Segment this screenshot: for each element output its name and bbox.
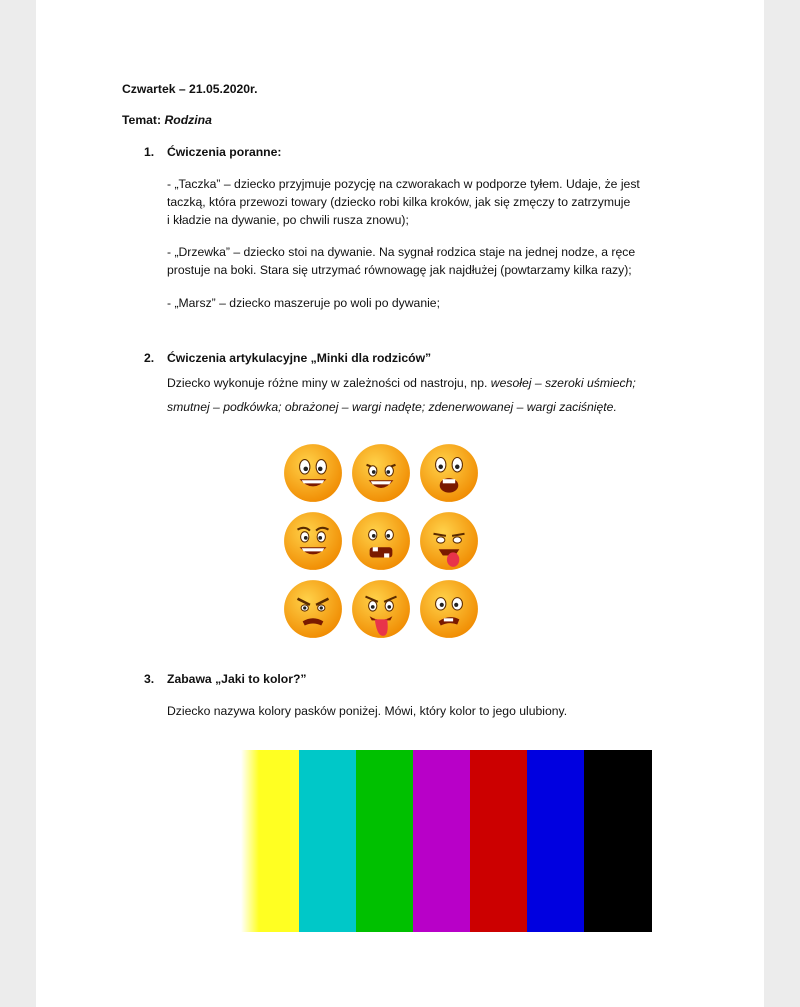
section2-number: 2.: [144, 351, 155, 365]
section1-paragraph2-line1: - „Drzewka” – dziecko stoi na dywanie. Na sygnał rodzica staje na jednej nodze, a ręce: [167, 245, 636, 259]
document-page: [36, 0, 764, 1007]
section1-paragraph2-line2: prostuje na boki. Stara się utrzymać równowagę jak najdłużej (powtarzamy kilka razy);: [167, 263, 632, 277]
section2-line1-plain: Dziecko wykonuje różne miny w zależności od nastroju, np.: [167, 376, 491, 390]
topic-value: Rodzina: [164, 113, 212, 127]
section1-paragraph1-line3: i kładzie na dywanie, po chwili rusza znowu);: [167, 213, 409, 227]
section1-title: Ćwiczenia poranne:: [167, 145, 282, 159]
color-stripes: [241, 750, 652, 932]
section3-line: Dziecko nazywa kolory pasków poniżej. Mówi, który kolor to jego ulubiony.: [167, 704, 568, 718]
section3-title: Zabawa „Jaki to kolor?”: [167, 672, 307, 686]
topic-label: Temat:: [122, 113, 162, 127]
stripe-black: [584, 750, 652, 932]
emoji-faces-grid: [282, 442, 482, 642]
section2-line1-italic: wesołej – szeroki uśmiech;: [490, 376, 636, 390]
worried-face-icon: [418, 578, 480, 640]
section1-paragraph1-line1: - „Taczka” – dziecko przyjmuje pozycję na czworakach w podporze tyłem. Udaje, że jest: [167, 177, 640, 191]
laugh-face-icon: [350, 442, 412, 504]
stripe-green: [356, 750, 413, 932]
stripe-fade: [241, 750, 259, 932]
surprised-face-icon: [418, 442, 480, 504]
topic-line: [122, 111, 212, 129]
grin-face-icon: [282, 442, 344, 504]
angry-face-icon: [282, 578, 344, 640]
stripe-magenta: [413, 750, 470, 932]
date-heading: Czwartek – 21.05.2020r.: [122, 82, 258, 96]
tongue-out-face-icon: [418, 510, 480, 572]
tongue-long-face-icon: [350, 578, 412, 640]
section2-line2: smutnej – podkówka; obrażonej – wargi nadęte; zdenerwowanej – wargi zaciśnięte.: [167, 400, 617, 414]
section2-title: Ćwiczenia artykulacyjne „Minki dla rodziców”: [167, 351, 432, 365]
stripe-cyan: [299, 750, 356, 932]
smile-big-face-icon: [282, 510, 344, 572]
section3-number: 3.: [144, 672, 155, 686]
section1-paragraph3: - „Marsz” – dziecko maszeruje po woli po dywanie;: [167, 296, 440, 310]
goofy-face-icon: [350, 510, 412, 572]
section2-line1: [167, 374, 636, 392]
stripe-red: [470, 750, 527, 932]
stripe-blue: [527, 750, 584, 932]
section1-number: 1.: [144, 145, 155, 159]
section1-paragraph1-line2: taczką, która przewozi towary (dziecko robi kilka kroków, jak się zmęczy to zatrzymuje: [167, 195, 631, 209]
